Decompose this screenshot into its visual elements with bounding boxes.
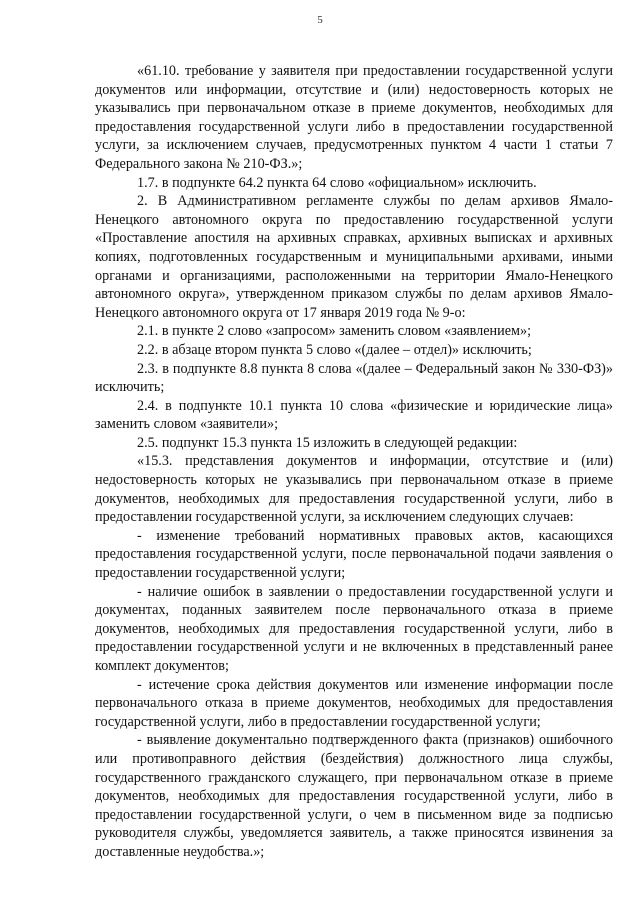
paragraph-2-3: 2.3. в подпункте 8.8 пункта 8 слова «(далее – Федеральный закон № 330-ФЗ)» исключить; xyxy=(95,360,613,396)
list-item-application-errors: - наличие ошибок в заявлении о предоставлении государственной услуги и документах, поданных заявителем после первоначального отказа в приеме документов, необходимых для предоставления государственной услуги, либо в предоставлении государственной услуги и не включенных в представленный ранее комплект документов; xyxy=(95,583,613,674)
document-body xyxy=(95,62,613,862)
paragraph-2-4: 2.4. в подпункте 10.1 пункта 10 слова «физические и юридические лица» заменить словом «заявители»; xyxy=(95,397,613,433)
paragraph-2-5: 2.5. подпункт 15.3 пункта 15 изложить в следующей редакции: xyxy=(137,434,518,451)
list-item-requirements-change: - изменение требований нормативных правовых актов, касающихся предоставления государственной услуги, после первоначальной подачи заявления о предоставлении государственной услуги; xyxy=(95,527,613,582)
list-item-document-expiry: - истечение срока действия документов или изменение информации после первоначального отказа в приеме документов, необходимых для предоставления государственной услуги, либо в предоставлении государственной услуги; xyxy=(95,676,613,730)
paragraph-2: 2. В Административном регламенте службы по делам архивов Ямало-Ненецкого автономного округа по предоставлению государственной услуги «Проставление апостиля на архивных справках, архивных выписках и архивных копиях, подготовленных государственным и муниципальными архивами, иными органами и организациями, расположенными на территории Ямало-Ненецкого автономного округа», утвержденном приказом службы по делам архивов Ямало-Ненецкого автономного округа от 17 января 2019 года № 9-о: xyxy=(95,193,613,321)
list-item-erroneous-action: - выявление документально подтвержденного факта (признаков) ошибочного или противоправного действия (бездействия) должностного лица службы, государственного гражданского служащего, при первоначальном отказе в приеме документов, необходимых для предоставления государственной услуги, либо в предоставлении государственной услуги, о чем в письменном виде за подписью руководителя службы, уведомляется заявитель, а также приносятся извинения за доставленные неудобства.»; xyxy=(95,732,613,860)
paragraph-2-2: 2.2. в абзаце втором пункта 5 слово «(далее – отдел)» исключить; xyxy=(137,341,532,358)
paragraph-2-1: 2.1. в пункте 2 слово «запросом» заменить словом «заявлением»; xyxy=(137,323,532,340)
page-number: 5 xyxy=(317,14,323,26)
paragraph-15-3: «15.3. представления документов и информации, отсутствие и (или) недостоверность которых не указывались при первоначальном отказе в приеме документов, необходимых для предоставления государственной услуги, либо в предоставлении государственной услуги, за исключением следующих случаев: xyxy=(95,453,613,526)
paragraph-61-10: «61.10. требование у заявителя при предоставлении государственной услуги документов или информации, отсутствие и (или) недостоверность которых не указывались при первоначальном отказе в приеме документов, необходимых для предоставления государственной услуги либо в предоставлении государственной услуги, за исключением случаев, предусмотренных пунктом 4 части 1 статьи 7 Федерального закона № 210-ФЗ.»; xyxy=(95,63,613,172)
paragraph-1-7: 1.7. в подпункте 64.2 пункта 64 слово «официальном» исключить. xyxy=(137,174,537,191)
